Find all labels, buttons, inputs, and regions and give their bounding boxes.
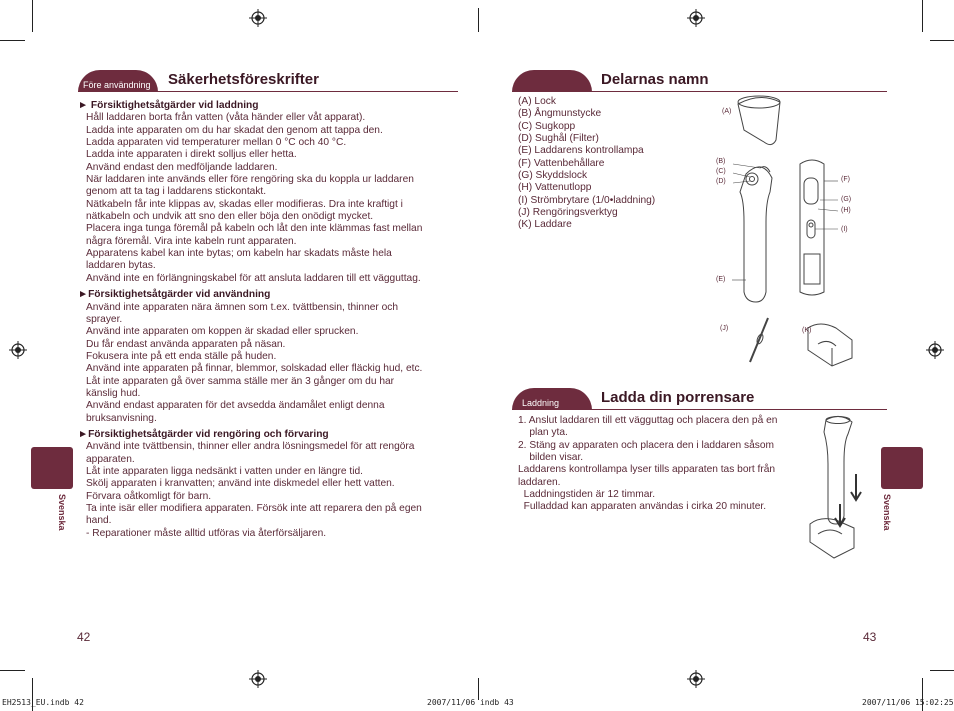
charge-step-line: Laddarens kontrollampa lyser tills apparaten tas bort från	[518, 464, 776, 476]
safety-line: Använd inte apparaten om koppen är skadad eller sprucken.	[86, 326, 359, 338]
safety-line: Använd inte apparaten nära ämnen som t.ex. tvättbensin, thinner och	[86, 301, 399, 313]
charge-steps	[510, 415, 800, 514]
language-label: Svenska	[57, 494, 67, 531]
crop-mark	[930, 670, 954, 671]
subsection-title: ► Försiktighetsåtgärder vid laddning	[78, 100, 259, 111]
safety-line: nätkabeln och undvik att sno den eller böja den onödigt mycket.	[86, 211, 374, 223]
crop-mark	[0, 670, 25, 671]
diagram-label-a: (A)	[722, 108, 732, 115]
cleaning-tool-illustration	[750, 318, 768, 362]
parts-list	[510, 96, 710, 232]
safety-line: Nätkabeln får inte klippas av, skadas eller modifieras. Dra inte kraftigt i	[86, 198, 403, 210]
page-number: 42	[77, 630, 91, 644]
safety-line: Använd inte en förlängningskabel för att ansluta laddaren till ett vägguttag.	[86, 272, 421, 284]
safety-line: genom att ta tag i laddarens stickontakt.	[86, 186, 267, 198]
safety-line: Fokusera inte på ett enda ställe på huden.	[86, 350, 277, 362]
page-title: Säkerhetsföreskrifter	[168, 71, 319, 88]
crop-mark	[478, 678, 479, 700]
language-label: Svenska	[882, 494, 892, 531]
part-item: (E) Laddarens kontrollampa	[518, 145, 644, 157]
part-item: (F) Vattenbehållare	[518, 157, 605, 169]
charge-tab-label: Laddning	[522, 398, 560, 408]
section-tab-pill	[512, 70, 592, 92]
safety-line: Låt inte apparaten gå över samma ställe mer än 3 gånger om du har	[86, 375, 395, 387]
safety-line: Skölj apparaten i kranvatten; använd inte diskmedel eller hett vatten.	[86, 478, 395, 490]
safety-line: sprayer.	[86, 313, 123, 325]
diagram-label-k: (K)	[802, 327, 812, 334]
safety-line: Ladda inte apparaten om du har skadat den genom att tappa den.	[86, 124, 383, 136]
safety-line: Använd inte apparaten på finnar, blemmor, solskadad eller fläckig hud, etc.	[86, 363, 423, 375]
charge-step-line: 1. Anslut laddaren till ett vägguttag och placera den på en	[518, 415, 778, 426]
part-item: (G) Skyddslock	[518, 170, 588, 182]
part-item: (H) Vattenutlopp	[518, 182, 592, 194]
lid-illustration	[738, 97, 780, 144]
diagram-label-b: (B)	[716, 158, 726, 165]
part-item: (D) Sughål (Filter)	[518, 133, 599, 145]
charge-step-line: laddaren.	[518, 476, 561, 488]
part-item: (C) Sugkopp	[518, 120, 576, 132]
registration-mark-icon	[249, 670, 267, 688]
down-arrow-icon	[851, 474, 861, 500]
safety-line: Placera inga tunga föremål på kabeln och låt den inte klämmas fast mellan	[86, 223, 423, 235]
charging-diagram	[800, 412, 865, 560]
section-tab-label: Före användning	[83, 80, 151, 90]
print-slug-right: 2007/11/06 15:02:25	[862, 698, 954, 707]
crop-mark	[922, 0, 923, 32]
safety-line: Ladda inte apparaten i direkt solljus eller hetta.	[86, 149, 297, 161]
registration-mark-icon	[687, 670, 705, 688]
safety-line: bruksanvisning.	[86, 412, 157, 424]
safety-text	[78, 100, 468, 540]
safety-line: Apparatens kabel kan inte bytas; om kabeln har skadats måste hela	[86, 248, 392, 260]
safety-line: När laddaren inte används eller före rengöring ska du koppla ur laddaren	[86, 174, 414, 186]
page-number: 43	[863, 630, 877, 644]
safety-line: Använd endast den medföljande laddaren.	[86, 161, 278, 173]
charge-step-line: plan yta.	[518, 427, 568, 439]
charge-step-line: bilden visar.	[518, 452, 584, 464]
section-rule	[512, 409, 887, 410]
safety-line: Använd endast apparaten för det avsedda ändamålet enligt denna	[86, 400, 385, 412]
charge-step-line: Fulladdad kan apparaten användas i cirka 20 minuter.	[518, 501, 767, 513]
safety-line: apparaten.	[86, 453, 135, 465]
diagram-label-g: (G)	[841, 196, 852, 203]
diagram-label-h: (H)	[841, 207, 851, 214]
part-item: (B) Ångmunstycke	[518, 108, 602, 120]
safety-line: Använd inte tvättbensin, thinner eller andra lösningsmedel för att rengöra	[86, 441, 415, 453]
safety-line: Håll laddaren borta från vatten (våta händer eller våt apparat).	[86, 112, 366, 124]
diagram-label-c: (C)	[716, 168, 726, 175]
crop-mark	[478, 8, 479, 32]
charger-base-illustration	[810, 519, 854, 558]
print-slug-left: EH2513_EU.indb 42	[2, 698, 84, 707]
safety-line: känslig hud.	[86, 387, 141, 399]
safety-line: Ta inte isär eller modifiera apparaten. Försök inte att reparera den på egen	[86, 503, 422, 514]
safety-line: Ladda apparaten vid temperaturer mellan 0 °C och 40 °C.	[86, 137, 347, 149]
language-tab	[31, 447, 73, 489]
subsection-title: ►Försiktighetsåtgärder vid användning	[78, 289, 271, 301]
part-item: (A) Lock	[518, 96, 556, 107]
part-item: (I) Strömbrytare (1/0•laddning)	[518, 194, 656, 206]
registration-mark-icon	[687, 9, 705, 27]
print-slug-middle: 2007/11/06 indb 43	[427, 698, 514, 707]
diagram-label-e: (E)	[716, 276, 726, 283]
registration-mark-icon	[249, 9, 267, 27]
safety-line: Förvara oåtkomligt för barn.	[86, 490, 212, 502]
safety-line: - Reparationer måste alltid utföras via återförsäljaren.	[86, 527, 327, 539]
crop-mark	[0, 40, 25, 41]
subsection-title: ►Försiktighetsåtgärder vid rengöring och förvaring	[78, 428, 329, 440]
safety-line: Du får endast använda apparaten på näsan.	[86, 338, 286, 350]
safety-line: Låt inte apparaten ligga nedsänkt i vatten under en längre tid.	[86, 465, 363, 477]
safety-line: några föremål. Vira inte kabeln runt apparaten.	[86, 235, 297, 247]
language-tab	[881, 447, 923, 489]
crop-mark	[32, 0, 33, 32]
charger-illustration	[808, 324, 852, 366]
charge-heading: Ladda din porrensare	[601, 389, 755, 406]
safety-line: hand.	[86, 515, 112, 527]
diagram-label-j: (J)	[720, 325, 729, 332]
parts-heading: Delarnas namn	[601, 71, 709, 88]
device-in-charger-illustration	[824, 416, 852, 524]
crop-mark	[930, 40, 954, 41]
diagram-label-f: (F)	[841, 176, 850, 183]
charge-step-line: 2. Stäng av apparaten och placera den i laddaren såsom	[518, 439, 774, 451]
registration-mark-icon	[926, 341, 944, 359]
part-item: (J) Rengöringsverktyg	[518, 207, 618, 219]
device-diagram	[700, 92, 880, 377]
charge-step-line: Laddningstiden är 12 timmar.	[518, 489, 656, 501]
registration-mark-icon	[9, 341, 27, 359]
part-item: (K) Laddare	[518, 219, 572, 231]
diagram-label-i: (I)	[841, 226, 848, 233]
section-rule	[78, 91, 458, 92]
diagram-label-d: (D)	[716, 178, 726, 185]
device-body-illustration	[740, 167, 772, 302]
safety-line: laddaren bytas.	[86, 260, 156, 272]
